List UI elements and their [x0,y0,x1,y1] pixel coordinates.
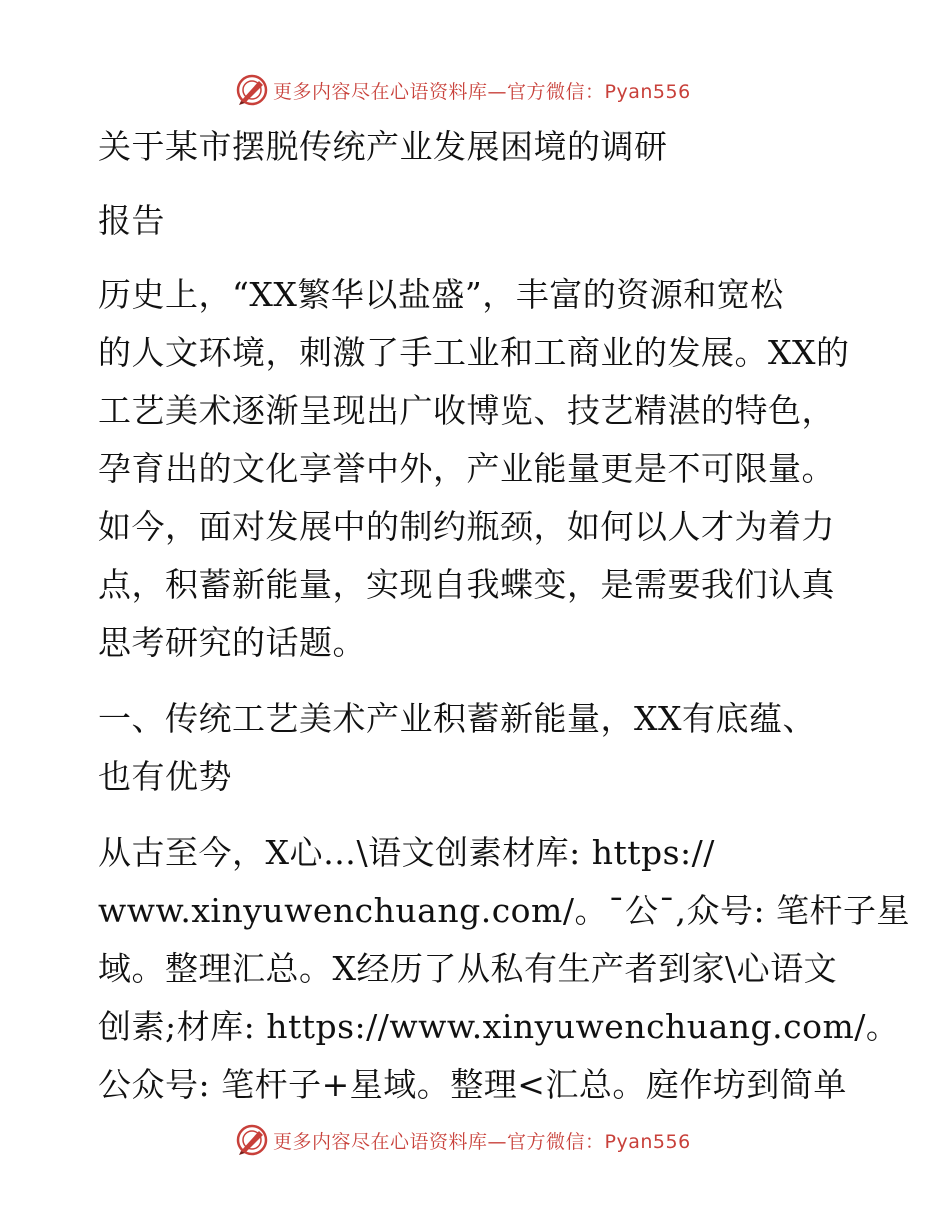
section-heading-line: 一、传统工艺美术产业积蓄新能量，XX有底蕴、 [98,699,816,738]
banner-wechat-id: Pyan556 [604,1130,691,1153]
paragraph-line: 思考研究的话题。 [98,623,366,662]
paragraph-line: 创素;材库: https://www.xinyuwenchuang.com/。 [98,1007,900,1046]
banner-title: 更多内容尽在心语资料库 [273,80,488,103]
doc-title-line-2: 报告 [98,201,165,240]
paragraph-line: 从古至今，X心…\语文创素材库: https:// [98,833,715,872]
footer-banner [235,1122,691,1158]
banner-title: 更多内容尽在心语资料库 [273,1130,488,1153]
banner-separator: — [487,1130,508,1153]
banner-wechat-label: 官方微信： [507,1130,605,1153]
banner-wechat-label: 官方微信： [507,80,605,103]
paragraph-line: 历史上，“XX繁华以盐盛”，丰富的资源和宽松 [98,275,784,314]
paragraph-line: 如今，面对发展中的制约瓶颈，如何以人才为着力 [98,507,835,546]
doc-title-line-1: 关于某市摆脱传统产业发展困境的调研 [98,127,668,166]
paragraph-line: 公众号: 笔杆子+星域。整理<汇总。庭作坊到简单 [98,1065,847,1104]
pen-logo-icon [235,1123,269,1157]
paragraph-line: 的人文环境，刺激了手工业和工商业的发展。XX的 [98,333,850,372]
pen-logo-icon [235,73,269,107]
banner-wechat-id: Pyan556 [604,80,691,103]
paragraph-line: 工艺美术逐渐呈现出广收博览、技艺精湛的特色， [98,391,835,430]
header-banner [235,72,691,108]
paragraph-line: 点，积蓄新能量，实现自我蝶变，是需要我们认真 [98,565,835,604]
banner-separator: — [487,80,508,103]
paragraph-line: www.xinyuwenchuang.com/。¯公¯,众号: 笔杆子星 [98,891,911,930]
section-heading-line: 也有优势 [98,757,232,796]
paragraph-line: 孕育出的文化享誉中外，产业能量更是不可限量。 [98,449,835,488]
paragraph-line: 域。整理汇总。X经历了从私有生产者到家\心语文 [98,949,838,988]
